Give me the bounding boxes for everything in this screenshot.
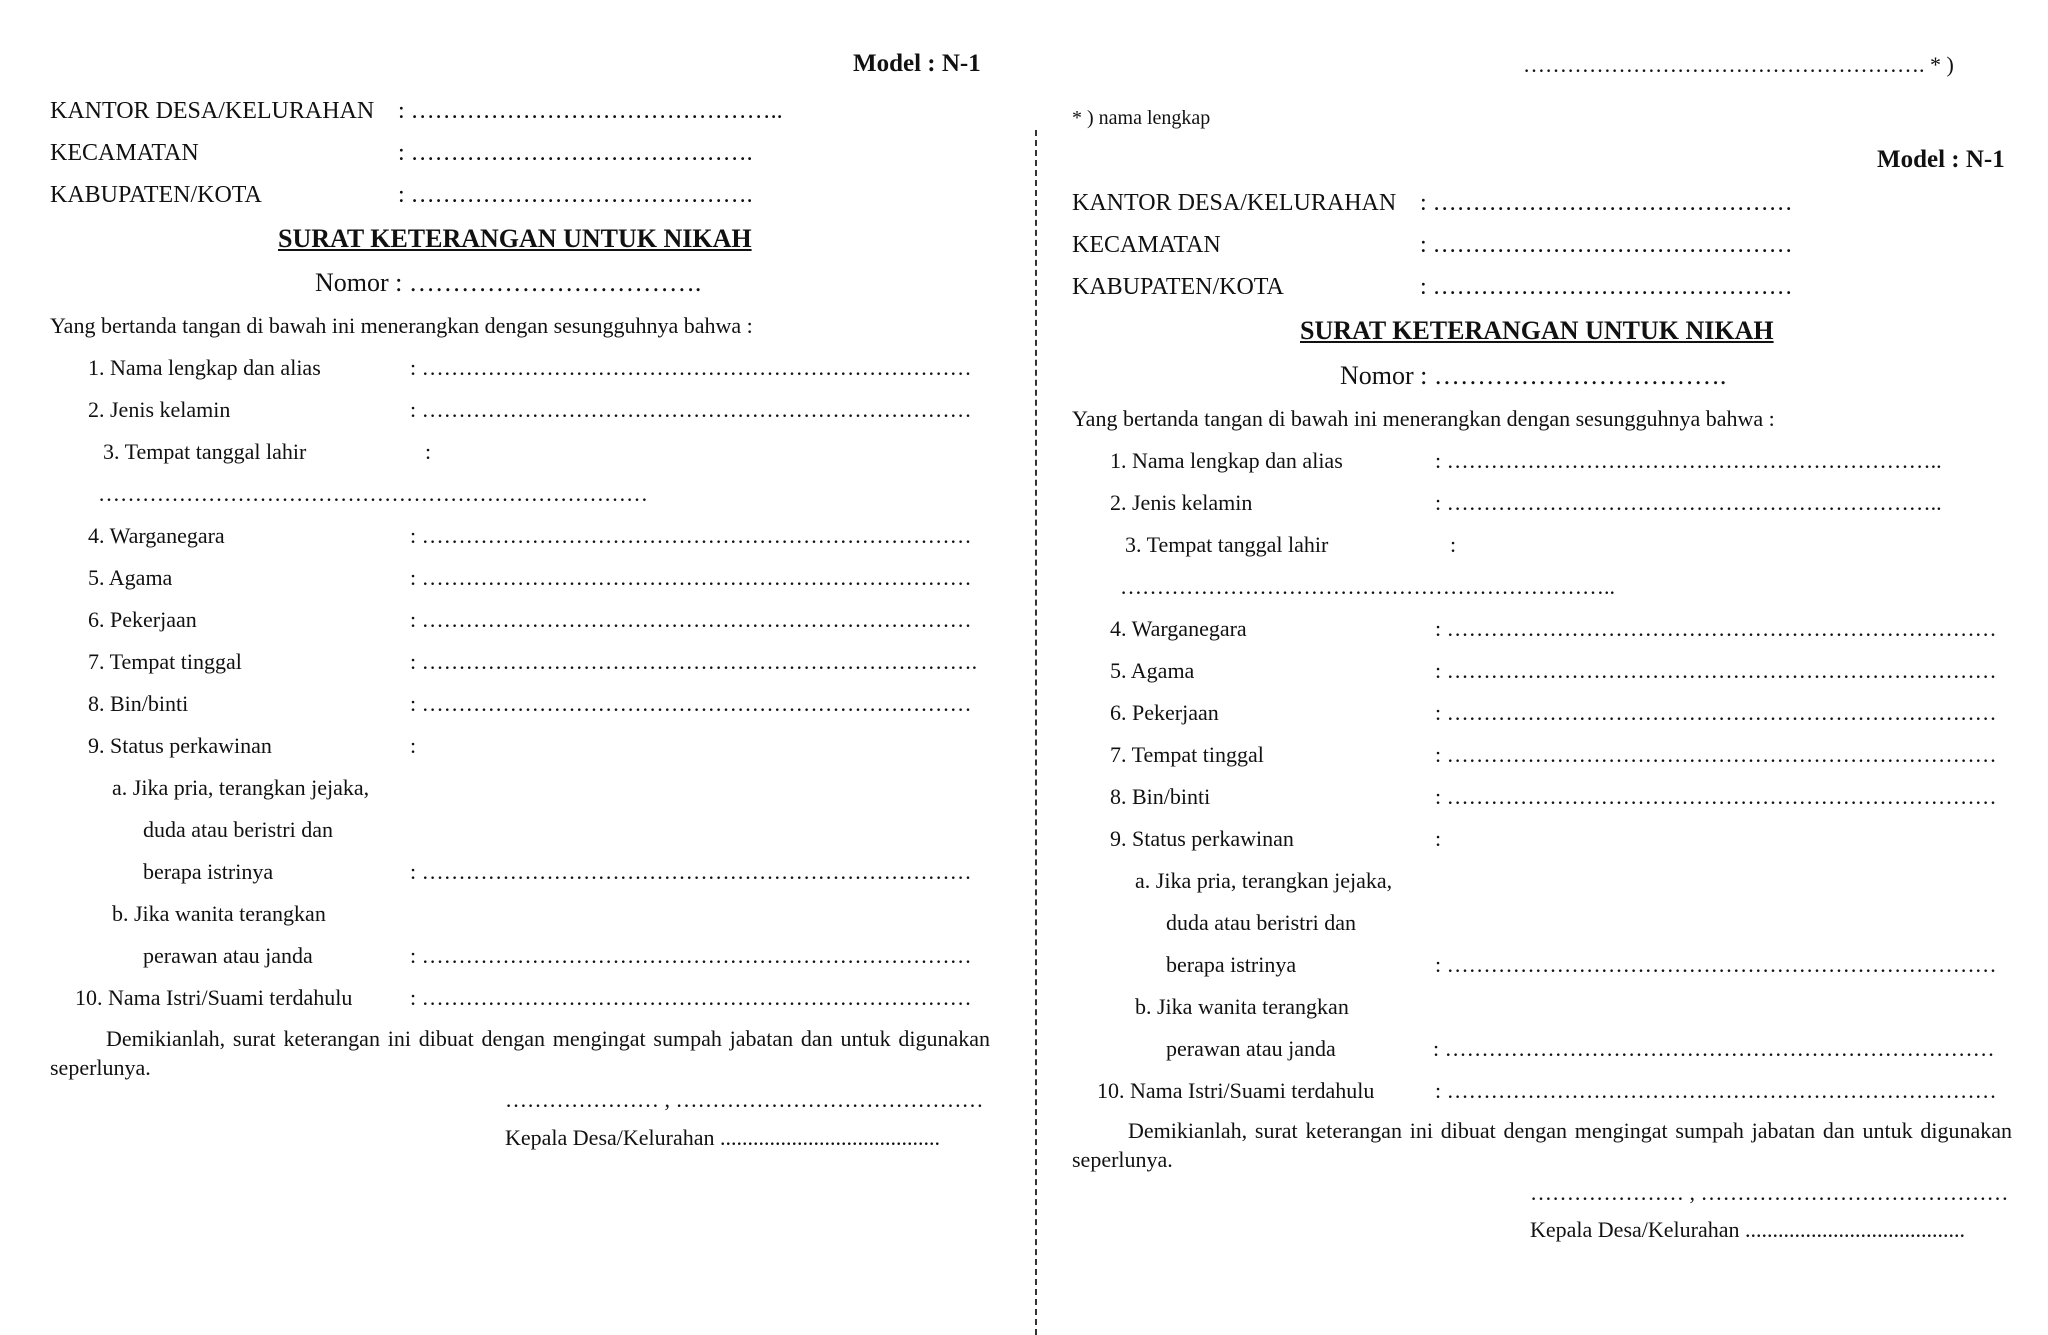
left-field-label: 2. Jenis kelamin xyxy=(88,397,231,422)
right-field-value: : ………………………………………………………………… xyxy=(1435,742,1997,767)
right-field-label: 10. Nama Istri/Suami terdahulu xyxy=(1097,1078,1375,1103)
right-field-label: 4. Warganegara xyxy=(1110,616,1247,641)
left-field-continuation: ………………………………………………………………… xyxy=(98,481,648,506)
left-header-kantor-value: : ……………………………………….. xyxy=(398,98,783,124)
left-field-value: : ………………………………………………………………… xyxy=(410,943,972,968)
left-field-label: duda atau beristri dan xyxy=(143,817,333,842)
left-field-value: : ………………………………………………………………… xyxy=(410,691,972,716)
left-field-value: : xyxy=(425,439,432,464)
left-model-label: Model : N-1 xyxy=(853,50,981,77)
left-field-value: : ………………………………………………………………… xyxy=(410,607,972,632)
right-field-label: perawan atau janda xyxy=(1166,1036,1336,1061)
left-intro-text: Yang bertanda tangan di bawah ini menerangkan dengan sesungguhnya bahwa : xyxy=(50,313,753,338)
right-field-label: 2. Jenis kelamin xyxy=(1110,490,1253,515)
right-field-value: : ………………………………………………………………… xyxy=(1435,952,1997,977)
right-field-value: : ………………………………………………………………… xyxy=(1435,700,1997,725)
left-field-value: : ………………………………………………………………… xyxy=(410,565,972,590)
left-field-value: : ………………………………………………………………… xyxy=(410,355,972,380)
left-field-label: 7. Tempat tinggal xyxy=(88,649,242,674)
right-field-value: : xyxy=(1435,826,1442,851)
left-header-kantor-label: KANTOR DESA/KELURAHAN xyxy=(50,98,375,124)
right-model-label: Model : N-1 xyxy=(1877,146,2005,173)
right-field-label: 9. Status perkawinan xyxy=(1110,826,1294,851)
left-field-label: berapa istrinya xyxy=(143,859,274,884)
left-field-value: : ………………………………………………………………… xyxy=(410,859,972,884)
right-field-label: a. Jika pria, terangkan jejaka, xyxy=(1135,868,1393,893)
right-top-name-line: ………………………………………………. * ) xyxy=(1523,52,1954,77)
right-header-kantor-value: : ……………………………………… xyxy=(1420,190,1793,216)
left-field-label: 5. Agama xyxy=(88,565,173,590)
right-nomor: Nomor : ……………………………. xyxy=(1340,361,1727,390)
left-header-kecamatan-value: : ……………………………………. xyxy=(398,140,753,166)
right-signature-line: Kepala Desa/Kelurahan ........................................ xyxy=(1530,1217,1966,1242)
left-signature-line: Kepala Desa/Kelurahan ........................................ xyxy=(505,1125,941,1150)
right-header-kabupaten-value: : ……………………………………… xyxy=(1420,274,1793,300)
left-field-label: 10. Nama Istri/Suami terdahulu xyxy=(75,985,353,1010)
right-place-date: ………………… , …………………………………… xyxy=(1530,1180,2009,1205)
left-field-value: : ………………………………………………………………… xyxy=(410,397,972,422)
left-field-value: : ………………………………………………………………… xyxy=(410,523,972,548)
right-header-kecamatan-value: : ……………………………………… xyxy=(1420,232,1793,258)
right-field-label: duda atau beristri dan xyxy=(1166,910,1356,935)
right-footnote: * ) nama lengkap xyxy=(1072,107,1211,129)
left-field-label: 1. Nama lengkap dan alias xyxy=(88,355,321,380)
right-header-kabupaten-label: KABUPATEN/KOTA xyxy=(1072,274,1284,300)
cut-line-divider xyxy=(1035,130,1037,1335)
right-document-title: SURAT KETERANGAN UNTUK NIKAH xyxy=(1300,316,1774,345)
left-field-label: 3. Tempat tanggal lahir xyxy=(103,439,307,464)
left-field-value: : ………………………………………………………………… xyxy=(410,985,972,1010)
left-closing-text: Demikianlah, surat keterangan ini dibuat dengan mengingat sumpah jabatan dan untuk digunakan seperlunya. xyxy=(50,1026,990,1080)
left-header-kabupaten-value: : ……………………………………. xyxy=(398,182,753,208)
left-field-label: 6. Pekerjaan xyxy=(88,607,197,632)
right-field-label: 1. Nama lengkap dan alias xyxy=(1110,448,1343,473)
right-field-value: : ………………………………………………………………… xyxy=(1435,784,1997,809)
right-field-value: : ………………………………………………………………… xyxy=(1435,658,1997,683)
left-header-kabupaten-label: KABUPATEN/KOTA xyxy=(50,182,262,208)
right-field-value: : ………………………………………………………….. xyxy=(1435,448,1942,473)
right-field-value: : ………………………………………………………………… xyxy=(1433,1036,1995,1061)
right-field-label: berapa istrinya xyxy=(1166,952,1297,977)
right-intro-text: Yang bertanda tangan di bawah ini menerangkan dengan sesungguhnya bahwa : xyxy=(1072,406,1775,431)
right-field-value: : ………………………………………………………………… xyxy=(1435,616,1997,641)
right-field-continuation: ………………………………………………………….. xyxy=(1120,574,1615,599)
right-field-label: 3. Tempat tanggal lahir xyxy=(1125,532,1329,557)
right-field-label: 7. Tempat tinggal xyxy=(1110,742,1264,767)
right-field-value: : xyxy=(1450,532,1457,557)
left-field-label: a. Jika pria, terangkan jejaka, xyxy=(112,775,370,800)
left-header-kecamatan-label: KECAMATAN xyxy=(50,140,199,166)
right-field-value: : ………………………………………………………………… xyxy=(1435,1078,1997,1103)
right-field-label: b. Jika wanita terangkan xyxy=(1135,994,1349,1019)
left-field-value: : xyxy=(410,733,417,758)
left-field-label: b. Jika wanita terangkan xyxy=(112,901,326,926)
left-nomor: Nomor : ……………………………. xyxy=(315,268,702,297)
left-field-label: perawan atau janda xyxy=(143,943,313,968)
right-header-kecamatan-label: KECAMATAN xyxy=(1072,232,1221,258)
right-closing-text: Demikianlah, surat keterangan ini dibuat dengan mengingat sumpah jabatan dan untuk digunakan seperlunya. xyxy=(1072,1118,2012,1172)
right-field-label: 5. Agama xyxy=(1110,658,1195,683)
left-document-title: SURAT KETERANGAN UNTUK NIKAH xyxy=(278,224,752,253)
left-field-label: 8. Bin/binti xyxy=(88,691,189,716)
right-field-label: 8. Bin/binti xyxy=(1110,784,1211,809)
left-place-date: ………………… , …………………………………… xyxy=(505,1087,984,1112)
right-field-value: : ………………………………………………………….. xyxy=(1435,490,1942,515)
right-header-kantor-label: KANTOR DESA/KELURAHAN xyxy=(1072,190,1397,216)
left-field-label: 4. Warganegara xyxy=(88,523,225,548)
left-field-label: 9. Status perkawinan xyxy=(88,733,272,758)
right-field-label: 6. Pekerjaan xyxy=(1110,700,1219,725)
left-field-value: : …………………………………………………………………. xyxy=(410,649,978,674)
